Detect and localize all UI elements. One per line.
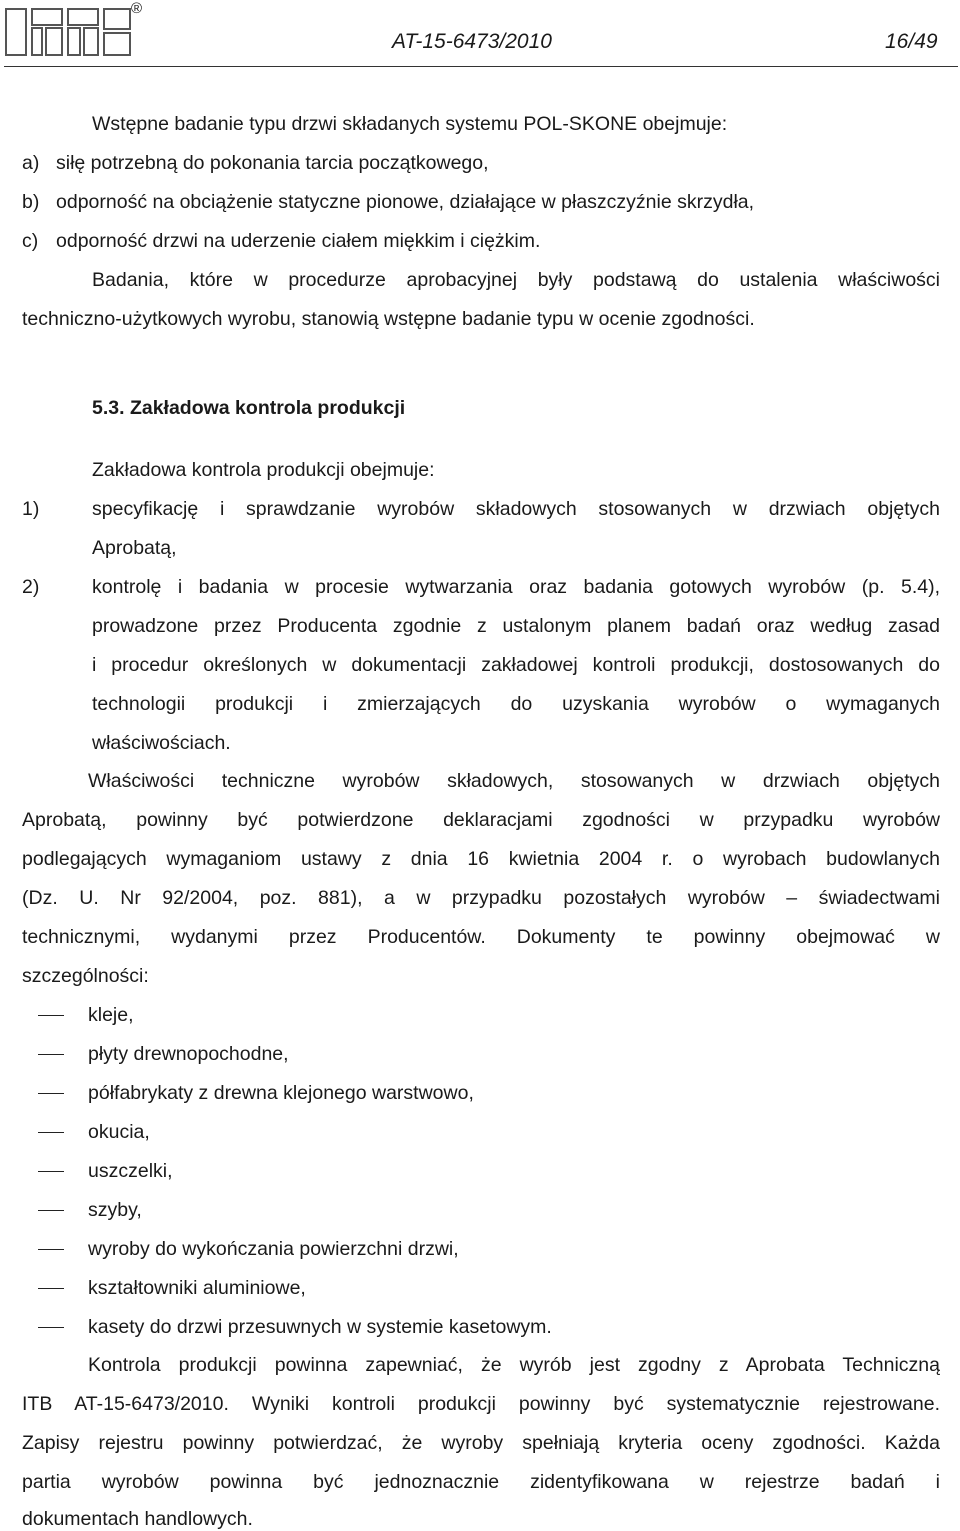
dash-bullet-icon xyxy=(38,1171,64,1172)
paragraph-line: szczególności: xyxy=(22,965,149,987)
list-item-text: technologii produkcji i zmierzających do uzyskania wyrobów o wymaganych xyxy=(92,693,940,715)
paragraph-line: podlegających wymaganiom ustawy z dnia 16 kwietnia 2004 r. o wyrobach budowlanych xyxy=(22,848,940,870)
list-item: kleje, xyxy=(88,1004,134,1026)
list-item: szyby, xyxy=(88,1199,142,1221)
list-item-text: i procedur określonych w dokumentacji zakładowej kontroli produkcji, dostosowanych do xyxy=(92,654,940,676)
list-item-label: b) xyxy=(22,191,40,213)
list-item-label: a) xyxy=(22,152,40,174)
registered-trademark-mark: ® xyxy=(131,0,143,17)
section-intro: Zakładowa kontrola produkcji obejmuje: xyxy=(92,459,435,481)
list-item-label: 1) xyxy=(22,498,40,520)
dash-bullet-icon xyxy=(38,1015,64,1016)
paragraph-line: Właściwości techniczne wyrobów składowych, stosowanych w drzwiach objętych xyxy=(88,770,940,792)
document-code: AT-15-6473/2010 xyxy=(392,30,552,53)
itb-logo xyxy=(4,6,134,58)
dash-bullet-icon xyxy=(38,1210,64,1211)
initial-testing-intro: Wstępne badanie typu drzwi składanych systemu POL-SKONE obejmuje: xyxy=(92,113,728,135)
list-item: uszczelki, xyxy=(88,1160,173,1182)
dash-bullet-icon xyxy=(38,1249,64,1250)
list-item-text: odporność drzwi na uderzenie ciałem miękkim i ciężkim. xyxy=(56,230,541,252)
list-item-text: specyfikację i sprawdzanie wyrobów składowych stosowanych w drzwiach objętych xyxy=(92,498,940,520)
list-item-text: odporność na obciążenie statyczne pionowe, działające w płaszczyźnie skrzydła, xyxy=(56,191,755,213)
list-item-text: kontrolę i badania w procesie wytwarzania oraz badania gotowych wyrobów (p. 5.4), xyxy=(92,576,940,598)
list-item-label: 2) xyxy=(22,576,40,598)
paragraph-line: techniczno-użytkowych wyrobu, stanowią wstępne badanie typu w ocenie zgodności. xyxy=(22,308,755,330)
paragraph-line: Kontrola produkcji powinna zapewniać, że wyrób jest zgodny z Aprobata Techniczną xyxy=(88,1354,940,1376)
paragraph-line: Badania, które w procedurze aprobacyjnej były podstawą do ustalenia właściwości xyxy=(92,269,940,291)
list-item-label: c) xyxy=(22,230,39,252)
list-item: półfabrykaty z drewna klejonego warstwowo, xyxy=(88,1082,474,1104)
section-heading: 5.3. Zakładowa kontrola produkcji xyxy=(92,397,406,419)
dash-bullet-icon xyxy=(38,1288,64,1289)
paragraph-line: Zapisy rejestru powinny potwierdzać, że wyroby spełniają kryteria oceny zgodności. Każda xyxy=(22,1432,940,1454)
paragraph-line: ITB AT-15-6473/2010. Wyniki kontroli produkcji powinny być systematycznie rejestrowane. xyxy=(22,1393,940,1415)
dash-bullet-icon xyxy=(38,1132,64,1133)
dash-bullet-icon xyxy=(38,1054,64,1055)
dash-bullet-icon xyxy=(38,1093,64,1094)
page-number: 16/49 xyxy=(885,30,938,53)
list-item: kasety do drzwi przesuwnych w systemie kasetowym. xyxy=(88,1316,552,1338)
paragraph-line: technicznymi, wydanymi przez Producentów. Dokumenty te powinny obejmować w xyxy=(22,926,940,948)
list-item: kształtowniki aluminiowe, xyxy=(88,1277,306,1299)
dash-bullet-icon xyxy=(38,1327,64,1328)
paragraph-line: partia wyrobów powinna być jednoznacznie zidentyfikowana w rejestrze badań i xyxy=(22,1471,940,1493)
list-item: płyty drewnopochodne, xyxy=(88,1043,289,1065)
list-item: okucia, xyxy=(88,1121,150,1143)
paragraph-line: dokumentach handlowych. xyxy=(22,1508,253,1530)
list-item-text: właściwościach. xyxy=(92,732,231,754)
list-item: wyroby do wykończania powierzchni drzwi, xyxy=(88,1238,459,1260)
list-item-text: Aprobatą, xyxy=(92,537,177,559)
header-divider xyxy=(4,66,958,67)
list-item-text: prowadzone przez Producenta zgodnie z ustalonym planem badań oraz według zasad xyxy=(92,615,940,637)
paragraph-line: (Dz. U. Nr 92/2004, poz. 881), a w przypadku pozostałych wyrobów – świadectwami xyxy=(22,887,940,909)
paragraph-line: Aprobatą, powinny być potwierdzone deklaracjami zgodności w przypadku wyrobów xyxy=(22,809,940,831)
list-item-text: siłę potrzebną do pokonania tarcia początkowego, xyxy=(56,152,489,174)
